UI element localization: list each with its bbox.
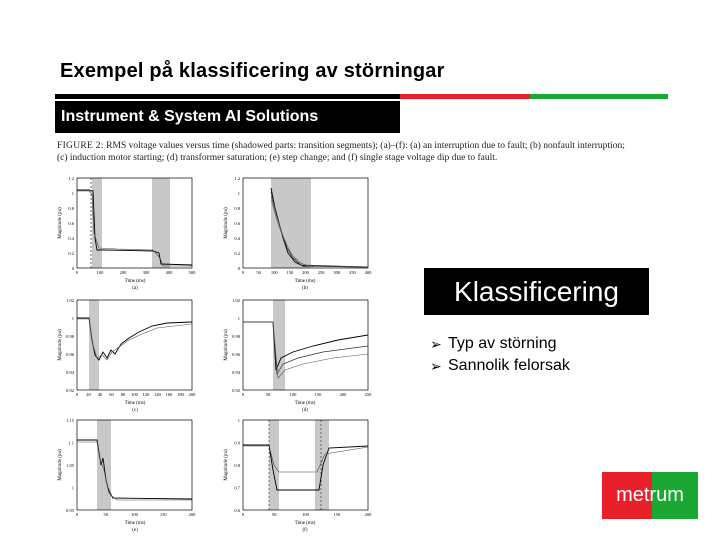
y-tick-labels [234,418,240,513]
y-tick-label: 0.2 [234,250,240,256]
y-tick-labels [232,298,241,393]
x-tick-label: 20 [86,392,91,397]
bullet-list [430,333,570,377]
bullet-text: Sannolik felorsak [448,357,570,374]
y-tick-label: 1 [237,190,240,196]
x-axis-label: Time (ms) [294,401,316,406]
y-tick-label: 1.02 [66,297,74,303]
x-tick-label: 140 [154,392,161,397]
y-tick-label: 0.6 [234,220,240,226]
figure-caption-label: FIGURE 2: [57,141,104,151]
x-tick-label: 100 [302,512,309,517]
y-tick-label: 0.8 [68,205,74,211]
plot-label: (d) [302,408,308,413]
x-tick-label: 150 [314,392,322,397]
plot-f [224,418,372,533]
x-tick-labels [242,512,372,517]
x-tick-label: 200 [339,392,347,397]
y-tick-label: 0.9 [234,440,240,446]
y-tick-label: 1.02 [232,297,240,303]
x-tick-label: 50 [265,392,271,397]
x-tick-label: 400 [364,270,372,275]
y-tick-label: 1.1 [68,440,74,446]
bullet-text: Typ av störning [448,335,557,352]
title-underline-red [400,94,530,99]
y-tick-label: 0.2 [68,250,74,256]
y-tick-label: 0.4 [68,235,74,241]
x-tick-label: 200 [188,392,196,397]
x-tick-label: 0 [75,392,79,397]
x-tick-label: 400 [165,270,173,275]
x-tick-label: 0 [241,392,245,397]
y-axis-label: Magnitude (pu) [224,207,229,239]
x-tick-label: 50 [272,512,277,517]
plot-frame [243,300,368,390]
x-tick-label: 300 [333,270,341,275]
y-tick-label: 0 [71,265,74,271]
plot-c [58,298,196,413]
plot-label: (b) [302,286,308,291]
x-axis-label: Time (ms) [124,279,146,284]
x-tick-label: 100 [270,270,278,275]
x-tick-label: 150 [333,512,341,517]
bullet-item [430,333,570,355]
figure-caption [57,140,637,164]
metrum-logo: metrum [602,472,698,519]
y-axis-label: Magnitude (pu) [58,449,63,481]
plot-label: (e) [132,528,138,533]
x-tick-label: 200 [119,270,127,275]
x-tick-label: 40 [97,392,103,397]
plot-e [58,418,196,533]
y-tick-label: 1.15 [66,417,74,423]
x-tick-labels [76,270,196,275]
plot-label: (f) [302,528,308,533]
x-tick-label: 100 [131,512,138,517]
y-axis-label: Magnitude (pu) [224,449,229,481]
title-underline-green [530,94,668,99]
x-tick-label: 0 [75,270,79,275]
y-tick-label: 0.6 [68,220,74,226]
y-tick-label: 0.92 [232,387,240,393]
x-tick-label: 80 [120,392,126,397]
x-axis-label: Time (ms) [124,521,146,526]
figure-caption-text: RMS voltage values versus time (shadowed parts: transition segments); (a)–(f): (a) an interruption due to fault; (b) nonfault interruption; (c) induction motor starting; (d) transformer saturation; (e) step change; and (f) single stage voltage dip due to fault. [57,141,625,163]
y-tick-labels [66,418,75,513]
x-tick-label: 250 [317,270,325,275]
y-tick-label: 0.96 [232,351,240,357]
y-axis-label: Magnitude (pu) [58,329,63,361]
y-tick-labels [68,176,74,271]
x-tick-label: 180 [177,392,184,397]
x-tick-label: 200 [302,270,309,275]
x-tick-label: 200 [188,512,196,517]
x-tick-label: 100 [96,270,104,275]
x-tick-label: 0 [241,270,245,275]
y-tick-label: 1 [71,315,74,321]
x-tick-label: 100 [289,392,297,397]
x-tick-label: 0 [75,512,79,517]
x-tick-label: 50 [256,270,261,275]
rms-curve [77,442,192,500]
x-tick-labels [76,512,196,517]
x-tick-label: 300 [142,270,150,275]
y-tick-label: 0.94 [232,369,240,375]
x-tick-label: 250 [364,392,372,397]
y-tick-label: 1 [237,417,240,423]
y-tick-label: 1 [71,190,74,196]
y-tick-label: 1.2 [234,175,240,181]
transition-shade [152,178,170,268]
rms-voltage-figure [55,170,375,535]
y-axis-label: Magnitude (pu) [58,207,63,239]
plot-b [224,176,372,291]
x-tick-label: 100 [131,392,138,397]
plot-frame [77,420,192,510]
x-tick-label: 160 [165,392,173,397]
y-tick-label: 0.98 [232,333,240,339]
y-tick-label: 0.92 [66,387,74,393]
y-axis-label: Magnitude (pu) [224,329,229,361]
x-tick-labels [242,270,372,275]
x-tick-label: 200 [364,512,372,517]
arrow-right-icon: ➢ [430,336,442,352]
y-tick-label: 0.6 [234,507,240,513]
x-tick-labels [242,392,372,397]
y-tick-label: 1 [237,315,240,321]
y-tick-label: 1 [71,485,74,491]
y-tick-label: 1.05 [66,462,74,468]
rms-curve [243,322,368,370]
plot-d [224,298,372,413]
x-tick-label: 500 [188,270,196,275]
subtitle-banner: Instrument & System AI Solutions [55,101,400,133]
transition-shade [315,420,329,510]
rms-curve [243,322,368,378]
x-tick-label: 150 [159,512,167,517]
x-axis-label: Time (ms) [294,521,316,526]
transition-shade [89,300,99,390]
x-tick-label: 60 [109,392,114,397]
y-tick-label: 0.95 [66,507,74,513]
title-underline-black [55,94,400,99]
x-tick-label: 350 [349,270,356,275]
slide-title: Exempel på klassificering av störningar [60,60,445,82]
bullet-item [430,355,570,377]
y-tick-label: 0.94 [66,369,74,375]
y-tick-label: 0.4 [234,235,240,241]
plot-a [58,176,196,291]
x-tick-label: 50 [103,512,108,517]
plot-label: (a) [132,286,138,291]
rms-curve [243,445,368,490]
x-tick-label: 150 [286,270,294,275]
x-tick-label: 0 [241,512,245,517]
x-tick-label: 120 [142,392,150,397]
x-axis-label: Time (ms) [124,401,146,406]
y-tick-labels [234,176,240,271]
y-tick-label: 0.98 [66,333,74,339]
rms-curve [77,440,192,499]
plot-frame [243,420,368,510]
x-tick-labels [76,392,196,397]
rms-curve [243,446,368,472]
y-tick-label: 0.8 [234,462,240,468]
y-tick-label: 0.96 [66,351,74,357]
y-tick-label: 0.7 [234,485,240,491]
y-tick-labels [66,298,75,393]
classification-heading: Klassificering [424,268,649,315]
y-tick-label: 0.8 [234,205,240,211]
arrow-right-icon: ➢ [430,358,442,374]
y-tick-label: 1.2 [68,175,74,181]
y-tick-label: 0 [237,265,240,271]
plot-label: (c) [132,408,138,413]
x-axis-label: Time (ms) [294,279,316,284]
